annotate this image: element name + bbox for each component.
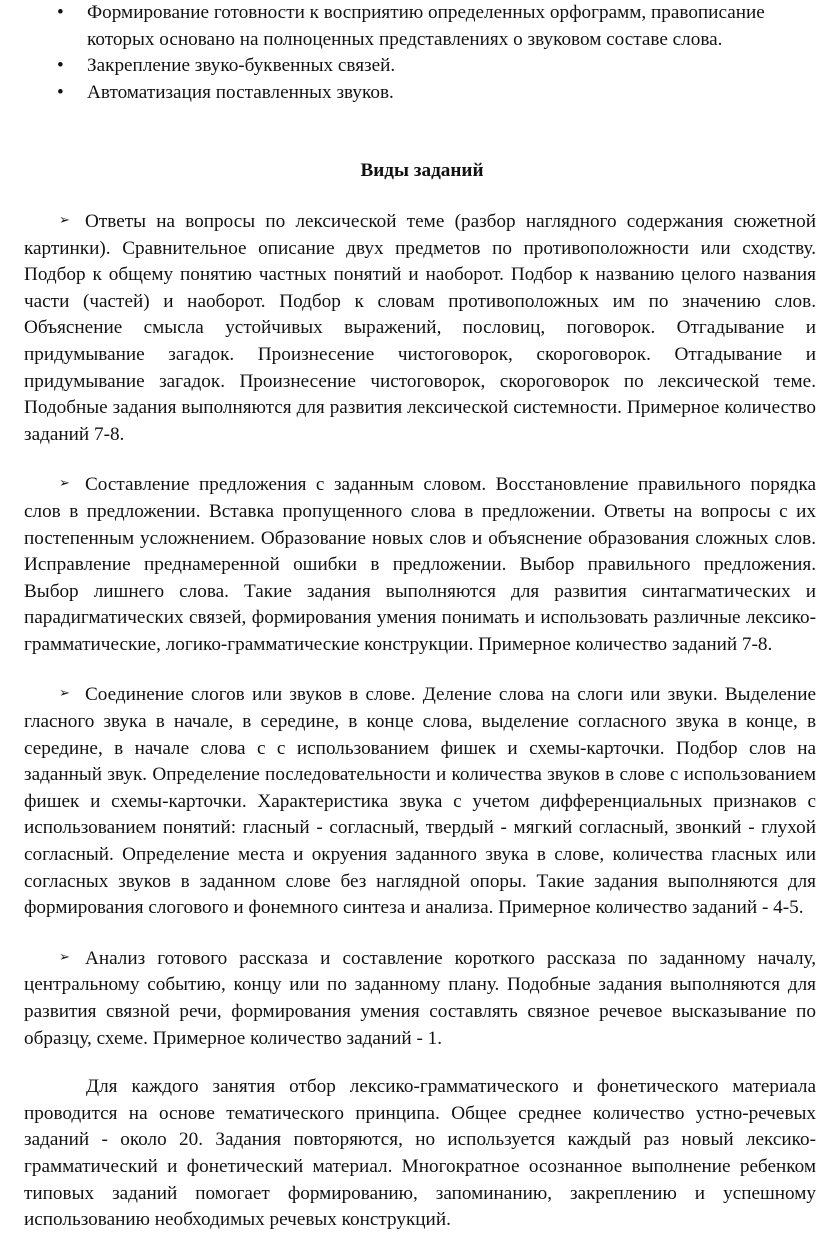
task-paragraph [24,944,816,1052]
list-item-text: Формирование готовности к восприятию определенных орфограмм, правописание которых основано на полноценных представлениях о звуковом составе слова. [87,2,765,50]
bullet-icon: • [57,2,64,23]
list-item [24,0,816,53]
goals-list [24,0,816,106]
task-paragraph [24,680,816,921]
task-text: Составление предложения с заданным словом. Восстановление правильного порядка слов в предложении. Вставка пропущенного слова в предложении. Ответы на вопросы с их постепенным усложнением. Образование новых слов и объяснение образования сложных слов. Исправление преднамеренной ошибки в предложении. Выбор правильного предложения. Выбор лишнего слова. Такие задания выполняются для развития синтагматических и парадигматических связей, формирования умения понимать и использовать различные лексико-грамматические, логико-грамматические конструкции. Примерное количество заданий 7-8. [24,474,816,655]
list-item [24,53,816,80]
list-item [24,80,816,107]
arrow-icon: ➢ [59,211,70,227]
bullet-icon: • [57,55,64,77]
arrow-icon: ➢ [59,475,70,491]
document-page [24,0,816,1234]
task-paragraph [24,207,816,448]
task-text: Соединение слогов или звуков в слове. Деление слова на слоги или звуки. Выделение гласного звука в начале, в середине, в конце слова, выделение согласного звука в конце, в середине, в начале слова с с использованием фишек и схемы-карточки. Подбор слов на заданный звук. Определение последовательности и количества звуков в слове с использованием фишек и схемы-карточки. Характеристика звука с учетом дифференциальных признаков с использованием понятий: гласный - согласный, твердый - мягкий согласный, звонкий - глухой согласный. Определение места и окруения заданного звука в слове, количества гласных или согласных звуков в заданном слове без наглядной опоры. Такие задания выполняются для формирования слогового и фонемного синтеза и анализа. Примерное количество заданий - 4-5. [24,684,816,919]
task-paragraph [24,470,816,658]
task-text: Анализ готового рассказа и составление короткого рассказа по заданному началу, центральному событию, концу или по заданному плану. Подобные задания выполняются для развития связной речи, формирования умения составлять связное речевое высказывание по образцу, схеме. Примерное количество заданий - 1. [24,947,816,1049]
arrow-icon: ➢ [59,948,70,964]
bullet-icon: • [57,81,64,103]
list-item-text: Автоматизация поставленных звуков. [87,81,394,103]
closing-paragraph: Для каждого занятия отбор лексико-грамматического и фонетического материала проводится на основе тематического принципа. Общее среднее количество устно-речевых заданий - около 20. Задания повторяются, но используется каждый раз новый лексико-грамматический и фонетический материал. Многократное осознанное выполнение ребенком типовых заданий помогает формированию, запоминанию, закреплению и успешному использованию необходимых речевых конструкций. [24,1076,816,1231]
task-text: Ответы на вопросы по лексической теме (разбор наглядного содержания сюжетной картинки). Сравнительное описание двух предметов по противоположности или сходству. Подбор к общему понятию частных понятий и наоборот. Подбор к названию целого названия части (частей) и наоборот. Подбор к словам противоположных им по значению слов. Объяснение смысла устойчивых выражений, пословиц, поговорок. Отгадывание и придумывание загадок. Произнесение чистоговорок, скороговорок. Отгадывание и придумывание загадок. Произнесение чистоговорок, скороговорок по лексической теме. Подобные задания выполняются для развития лексической системности. Примерное количество заданий 7-8. [24,210,816,445]
arrow-icon: ➢ [59,685,70,701]
list-item-text: Закрепление звуко-буквенных связей. [87,55,396,77]
section-title: Виды заданий [360,160,484,182]
